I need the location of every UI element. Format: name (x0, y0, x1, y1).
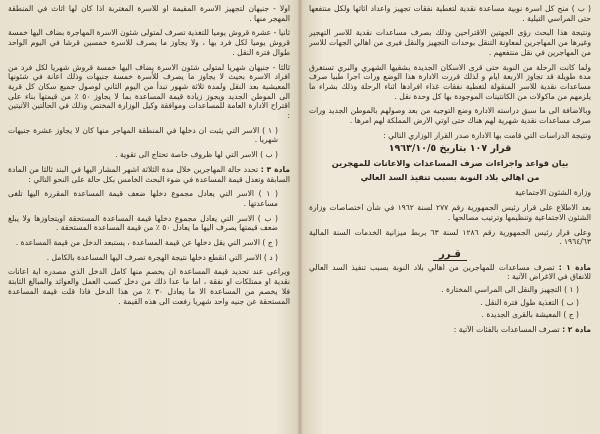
decision-heading-line1: بيان قواعد واجراءات صرف المساعدات والاعانات للمهجرين (331, 158, 569, 169)
list-item-3d: ( د ) الاسر التي انقطع دخلها نتيجة الهجرة تصرف اليها المساعدة بالكامل . (46, 252, 278, 262)
list-item-3a: ( ١ ) الاسر التي يعادل مجموع دخلها ضعف قيمة المساعدة المقررة اليها تلغى مساعدتها . (8, 189, 278, 208)
ministry-name: وزارة الشئون الاجتماعية (515, 188, 591, 198)
paragraph-preamble-1: بعد الاطلاع على قرار رئيس الجمهورية رقم ٢٧٧ لسنة ١٩٦٢ في شأن اختصاصات وزارة الشئون الاجتماعية وتنظيمها وترتيب مصالحها . (309, 203, 591, 222)
right-page (309, 4, 591, 430)
article-2 (309, 325, 591, 335)
article-2-text: تصرف المساعدات بالفئات الآتية : (453, 325, 560, 335)
article-3 (8, 165, 290, 184)
list-item: ( ج ) المعيشة بالقرى الجديدة . (481, 310, 579, 320)
paragraph-third: وبالاضافة الى ما سبق دراسته الادارة وضع التوجيه من بعد وصولهم بالموطن الجديد ورات صرف مساعدات نقدية شهرية لهم هناك حتى اوتي الارض المملكة لهم امرها . (309, 106, 591, 126)
article-3-label: مادة ٣ : (260, 164, 290, 174)
article-2-label: مادة ٢ : (562, 325, 591, 335)
paragraph-preamble-2: وعلى قرار رئيس الجمهورية رقم ١٢٨٦ لسنة ٦٣ بربط ميزانية الخدمات السنة المالية ١٩٦٤/٦٣ . (309, 227, 591, 247)
paragraph-second: ثانيا - عشرة قروش يوميا للتغذية تصرف لمتولى شئون الاسرة المهاجرة بضاف اليها خمسة قروش يوميا لكل فرد بها ، ولا يجاوز ما يصرف للاسرة خمسين قرشا في اليوم الواحد طوال فترة النقل . (8, 28, 290, 57)
list-item: ( ١ ) التجهيز والنقل الى المراسي المختارة . (441, 285, 579, 295)
decision-word-text: قـرر (433, 249, 467, 261)
paragraph-second: ولما كانت الرحلة من النوبة حتى قرى الاسكان الجديدة بشقيها الشهري والبري تستغرق مدة طويلة قد تجاوز الاربعة ايام و لذلك قررت الادارة هذا الوضع ورات اجرا طبيا صرف مساعدات نقدية للاسر المنقولة لتغطية نفقات غذاء افرادها اثناء الرحلة وذلك بشراء ما يلزمهم من ماكولات من الكانتينات الموجودة بها كل وحدة نقل . (309, 62, 591, 101)
decision-number: قرار ١٠٧ بتاريخ ١٩٦٣/١٠/٥ (388, 143, 512, 155)
article-1-text: تصرف مساعدات للمهاجرين من اهالي بلاد النوبة بسبب تنفيذ السد العالي للانفاق في الاغراض الآتية : (309, 262, 591, 282)
left-page (8, 4, 290, 430)
list-item-3c: ( ج ) الاسر التي يقل دخلها عن قيمة المساعدة ، يستبعد الدخل من قيمة المساعدة . (15, 238, 278, 248)
paragraph-first: ونتيجة هذا البحث رؤى الجهتين الاقتراحين وذلك بصرف مساعدات نقدية للاسر التهجير وغيرها من المهاجرين لمعاونة التنقل بوحدات التجهيز والنقل فيرى من اهالي الجهات للاسر من المهاجرين في نقل منتفعهم . (309, 28, 591, 57)
paragraph-first: اولا - جنيهان لتجهيز الاسرة المقيمة او للاسرة المغتربة اذا كان لها اثاث في المنطقة المهجر منها . (8, 4, 290, 23)
article-3-text: تحدد حالة المهاجرين خلال مدة الثلاثة اشهر المشار اليها في البند ثالثا من المادة السابقة وتعدل قيمة المساعدة في ضوء البحث الخامس بكل حالة على النحو التالي : (8, 164, 290, 184)
list-item: ( ب ) التغذية طول فترة النقل . (480, 297, 579, 307)
paragraph-last: ويراعى عند تحديد قيمة المساعدة ان يخصم منها كامل الدخل الذي مصدره اية اعانات نقدية او ممتلكات او نفقة ، اما ما عدا ذلك من دخل كسب العمل والعوائد والمبالغ الثابتة فلا يخصم من المساعدة الا ما يعادل ٣٠ ٪ من هذا الدخل فاذا قلت قيمة المساعدة المستحقة عن جنيه واحد شهريا رفعت الى هذه القيمة . (8, 267, 290, 306)
paragraph-third: ثالثا - جنيهان شهريا لمتولى شئون الاسرة يضاف اليها خمسة قروش شهريا لكل فرد من افراد الاسرة بحيث لا يجاوز ما يصرف للأسرة خمسة جنيهات وذلك اعانة في شئونها المعيشية بعد النقل ولمدة ثلاثة شهور تبدأ من اليوم الثاني لوصول جميع سكان كل قرية الى الموطن الجديد ويجوز زيادة قيمة المساعدة بما لا يجاوز ٥٠ ٪ من قيمتها بناء على اقتراح الادارة العامة للمساعدات وموافقة وكيل الوزارة المختص وذلك في الحالتين الآتيتين : (8, 62, 290, 121)
decision-heading-line2: من اهالي بلاد النوبة بسبب تنفيذ السد العالي (360, 172, 540, 183)
book-gutter (297, 0, 303, 434)
article-1 (309, 263, 591, 282)
list-item-3b: ( ب ) الاسر التي يعادل مجموع دخلها قيمة المساعدة المستحقة اويتجاوزها ولا يبلغ ضعف قيمتها يصرف اليها ما يعادل ٥٠ ٪ من قيمة المساعدة المستحقة . (8, 213, 278, 233)
decision-word (309, 250, 591, 260)
article-1-label: مادة ١ : (558, 262, 591, 272)
list-item-b-top: ( ب ) منح كل اسرة نوبية مساعدة نقدية لتغطية نفقات تجهيز واعداد اثاثها ولكل منتفعها حتى المراسي التيلية . (309, 4, 591, 23)
paragraph-fourth: ونتيجة الدراسات التي قامت بها الادارة صدر القرار الوزاري التالي : (383, 130, 591, 140)
list-item-b: ( ب ) الاسر التي لها ظروف خاصة تحتاج الى تقوية . (115, 150, 278, 160)
list-item-a: ( ١ ) الاسر التي يثبت ان دخلها في المنطقة المهاجر منها كان لا يجاوز عشرة جنيهات شهريا . (8, 125, 278, 145)
